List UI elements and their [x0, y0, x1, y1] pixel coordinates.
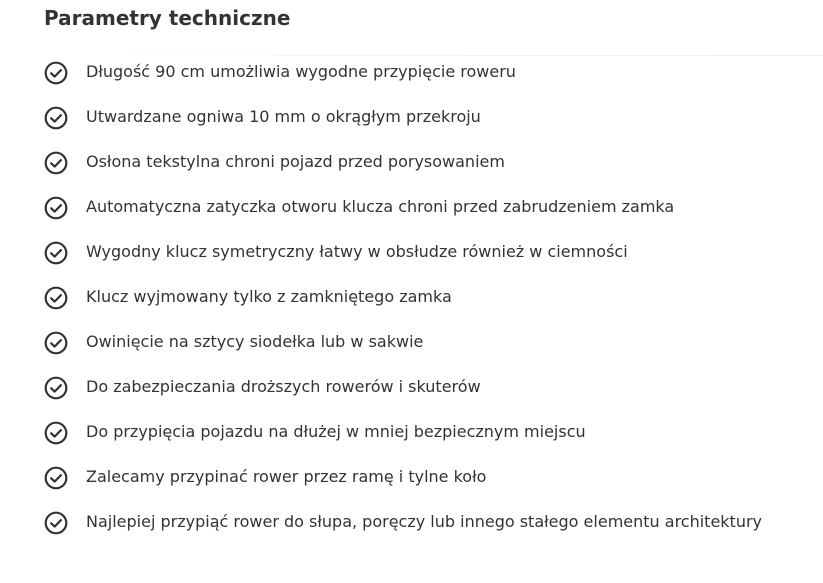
check-circle-icon: [44, 331, 68, 355]
check-circle-icon: [44, 511, 68, 535]
feature-item: [0, 319, 823, 364]
feature-text: Wygodny klucz symetryczny łatwy w obsłudze również w ciemności: [86, 242, 628, 261]
feature-item: [0, 94, 823, 139]
feature-text: Klucz wyjmowany tylko z zamkniętego zamka: [86, 287, 452, 306]
feature-text: Osłona tekstylna chroni pojazd przed porysowaniem: [86, 152, 505, 171]
feature-item: [0, 364, 823, 409]
feature-text: Do przypięcia pojazdu na dłużej w mniej bezpiecznym miejscu: [86, 422, 586, 441]
check-circle-icon: [44, 61, 68, 85]
check-circle-icon: [44, 241, 68, 265]
check-circle-icon: [44, 421, 68, 445]
feature-item: [0, 409, 823, 454]
feature-list: [0, 49, 823, 544]
feature-text: Automatyczna zatyczka otworu klucza chroni przed zabrudzeniem zamka: [86, 197, 675, 216]
feature-item: [0, 499, 823, 544]
check-circle-icon: [44, 376, 68, 400]
feature-item: [0, 49, 823, 94]
feature-item: [0, 274, 823, 319]
feature-item: [0, 184, 823, 229]
check-circle-icon: [44, 286, 68, 310]
check-circle-icon: [44, 196, 68, 220]
section-title: Parametry techniczne: [44, 6, 291, 30]
feature-item: [0, 229, 823, 274]
feature-item: [0, 139, 823, 184]
feature-text: Długość 90 cm umożliwia wygodne przypięcie roweru: [86, 62, 516, 81]
feature-item: [0, 454, 823, 499]
feature-text: Do zabezpieczania droższych rowerów i skuterów: [86, 377, 481, 396]
check-circle-icon: [44, 106, 68, 130]
feature-text: Zalecamy przypinać rower przez ramę i tylne koło: [86, 467, 487, 486]
feature-text: Utwardzane ogniwa 10 mm o okrągłym przekroju: [86, 107, 481, 126]
feature-text: Najlepiej przypiąć rower do słupa, poręczy lub innego stałego elementu architektury: [86, 512, 763, 531]
check-circle-icon: [44, 151, 68, 175]
feature-text: Owinięcie na sztycy siodełka lub w sakwie: [86, 332, 424, 351]
check-circle-icon: [44, 466, 68, 490]
